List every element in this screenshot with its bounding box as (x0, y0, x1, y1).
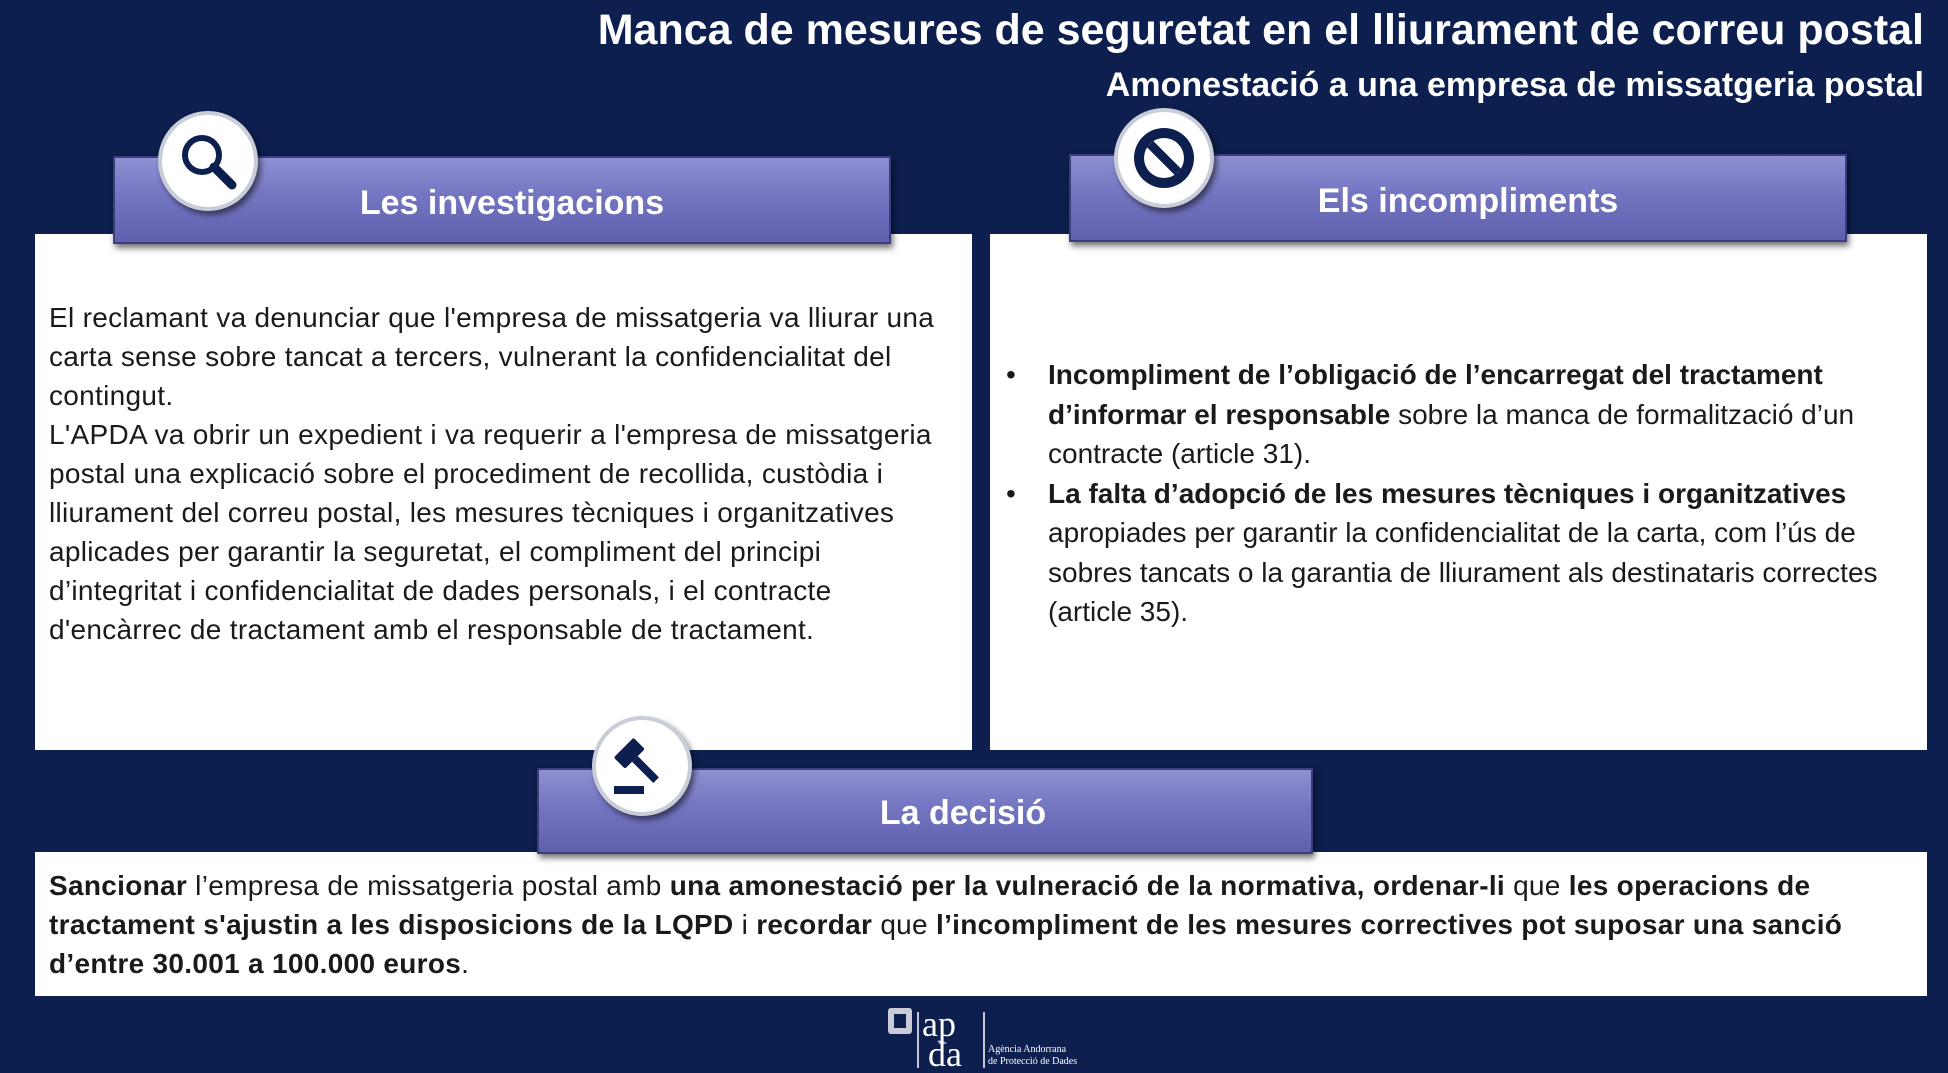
page-subtitle: Amonestació a una empresa de missatgeria postal (1105, 66, 1924, 104)
decision-text (49, 866, 1909, 983)
logo-mark-1: ap (922, 1004, 956, 1044)
breaches-panel (990, 234, 1927, 750)
logo-line-2: de Protecció de Dades (988, 1056, 1078, 1067)
logo-line-1: Agència Andorrana (988, 1044, 1067, 1055)
investigations-paragraph-1: El reclamant va denunciar que l'empresa de missatgeria va lliurar una carta sense sobre tancat a tercers, vulnerant la confidencialitat del contingut. (49, 302, 935, 411)
breach-item-1-bold: Incompliment de l’obligació de l’encarregat del tractament d’informar el responsable (1048, 359, 1823, 430)
decision-part-9: l’incompliment de les mesures correctives pot suposar una sanció d’entre 30.001 a 100.000 euros (49, 909, 1843, 979)
investigations-text (49, 298, 959, 649)
breaches-heading: Els incompliments (1317, 181, 1619, 220)
decision-panel (35, 852, 1927, 996)
breach-item-1-text: sobre la manca de formalització d’un contracte (article 31). (1048, 398, 1855, 469)
investigations-panel (35, 234, 972, 750)
breach-item-2 (990, 474, 1895, 632)
decision-part-3: una amonestació per la vulneració de la normativa, ordenar-li (669, 870, 1505, 901)
no-entry-icon (1114, 108, 1214, 208)
breaches-list (990, 355, 1895, 632)
bullet: • (1006, 477, 1016, 509)
decision-part-2: l’empresa de missatgeria postal amb (187, 870, 670, 901)
investigations-paragraph-2: L'APDA va obrir un expedient i va requerir a l'empresa de missatgeria postal una explicació sobre el procediment de recollida, custòdia i lliurament del correu postal, les mesures tècniques i organitzatives aplicades per garantir la seguretat, el compliment del principi d’integritat i confidencialitat de dades personals, i el contracte d'encàrrec de tractament amb el responsable de tractament. (49, 419, 932, 645)
decision-part-10: . (461, 948, 470, 979)
decision-part-7: recordar (756, 909, 873, 940)
breach-item-2-text: apropiades per garantir la confidencialitat de la carta, com l’ús de sobres tancats o la garantia de lliurament als destinataris correctes (article 35). (1048, 517, 1878, 627)
breach-item-2-bold: La falta d’adopció de les mesures tècniques i organitzatives (1048, 477, 1847, 509)
page-title: Manca de mesures de seguretat en el lliurament de correu postal (597, 6, 1924, 54)
decision-part-8: que (872, 909, 937, 940)
apda-logo-mark (884, 1002, 1104, 1068)
decision-part-6: i (733, 909, 757, 940)
gavel-icon (592, 716, 692, 816)
breach-item-1 (990, 355, 1895, 474)
decision-heading: La decisió (879, 793, 1047, 832)
investigations-heading: Les investigacions (359, 183, 665, 222)
decision-part-1: Sancionar (49, 870, 188, 901)
bullet: • (1006, 359, 1016, 390)
logo-mark-2: da (928, 1034, 962, 1068)
apda-logo (884, 1002, 1104, 1068)
decision-part-5: les operacions de tractament s'ajustin a les disposicions de la LQPD (49, 870, 1811, 940)
decision-part-4: que (1504, 870, 1569, 901)
magnifier-icon (158, 111, 258, 211)
